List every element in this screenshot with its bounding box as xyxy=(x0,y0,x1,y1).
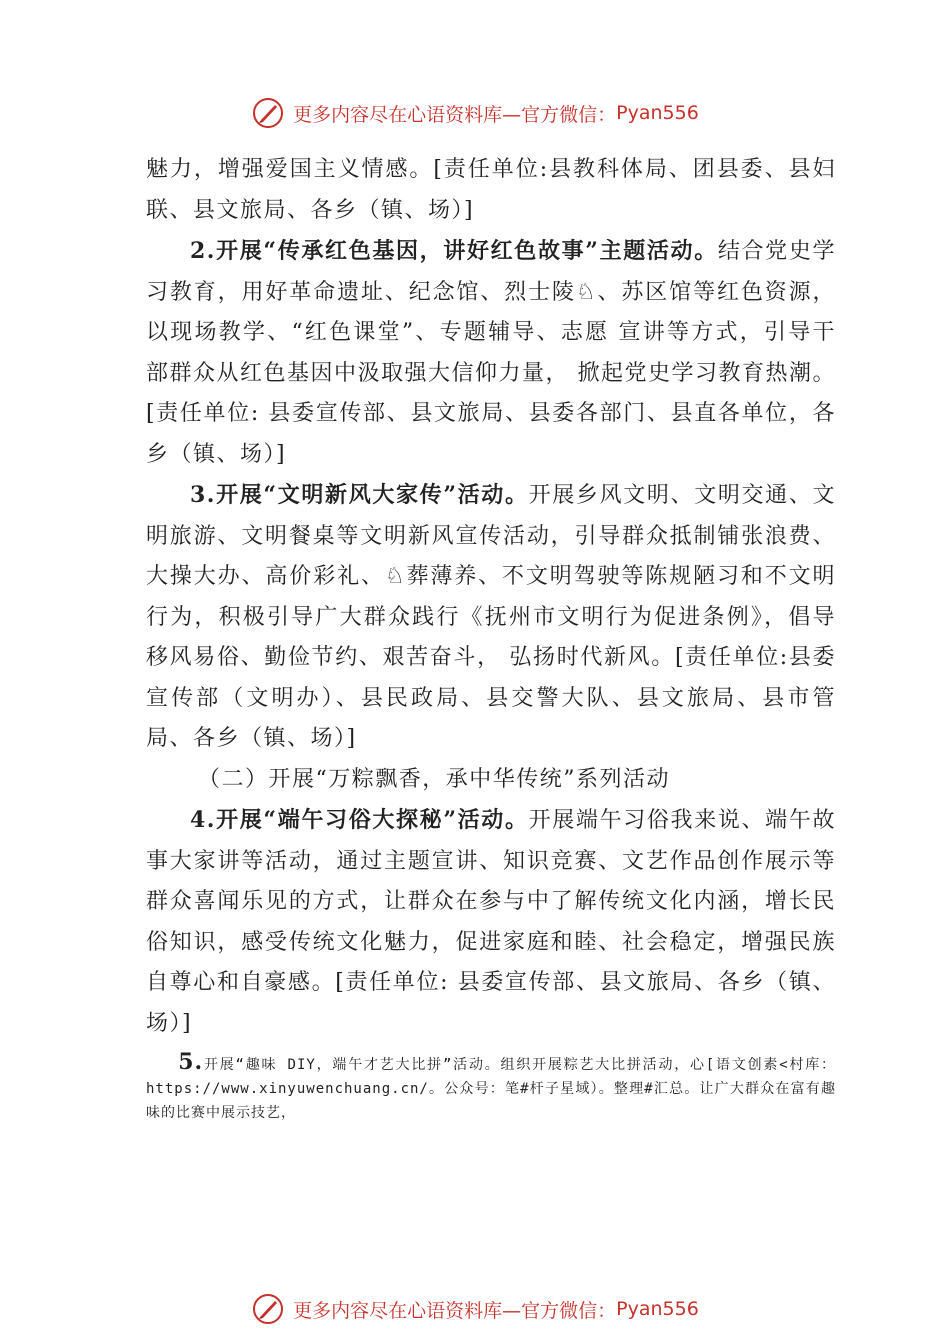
item-3-text: 开展乡风文明、文明交通、文明旅游、文明餐桌等文明新风宣传活动，引导群众抵制铺张浪费、大操大办、高价彩礼、♘葬薄养、不文明驾驶等陈规陋习和不文明行为，积极引导广大群众践行《抚州市文明行为促进条例》，倡导移风易俗、勤俭节约、艰苦奋斗， 弘扬时代新风。[责任单位:县委宣传部（文明办）、县民政局、县交警大队、县文旅局、县市管局、各乡（镇、场）] xyxy=(146,483,836,751)
item-2-text: 结合党史学习教育，用好革命遗址、纪念馆、烈士陵♘、苏区馆等红色资源，以现场教学、“红色课堂”、专题辅导、志愿 宣讲等方式，引导干部群众从红色基因中汲取强大信仰力量， 掀起党史学习教育热潮。[责任单位: 县委宣传部、县文旅局、县委各部门、县直各单位，各乡（镇、场）] xyxy=(146,239,836,467)
footer-watermark-banner xyxy=(0,1292,950,1326)
item-2 xyxy=(146,231,836,475)
header-watermark-banner xyxy=(0,96,950,130)
footer-wechat-id: Pyan556 xyxy=(616,1298,699,1320)
item-3 xyxy=(146,475,836,760)
quill-seal-icon xyxy=(251,1292,285,1326)
item-3-title: 3.开展“文明新风大家传”活动。 xyxy=(190,482,529,508)
item-4-title: 4.开展“端午习俗大探秘”活动。 xyxy=(190,807,529,833)
footer-banner-text: 更多内容尽在心语资料库—官方微信： xyxy=(293,1299,617,1322)
item-2-title: 2.开展“传承红色基因，讲好红色故事”主题活动。 xyxy=(190,238,718,264)
quill-seal-icon xyxy=(251,96,285,130)
item-4-text: 开展端午习俗我来说、端午故事大家讲等活动，通过主题宣讲、知识竞赛、文艺作品创作展示等群众喜闻乐见的方式，让群众在参与中了解传统文化内涵，增长民俗知识，感受传统文化魅力，促进家庭和睦、社会稳定，增强民族自尊心和自豪感。[责任单位: 县委宣传部、县文旅局、各乡（镇、场）] xyxy=(146,808,836,1036)
item-5-text: 开展“趣味 DIY，端午才艺大比拼”活动。组织开展粽艺大比拼活动，心[语文创素<村库：https://www.xinyuwenchuang.cn/。公众号：笔#杆子星域）。整理#汇总。让广大群众在富有趣味的比赛中展示技艺， xyxy=(146,1057,836,1121)
header-banner-text: 更多内容尽在心语资料库—官方微信： xyxy=(293,103,617,126)
header-wechat-id: Pyan556 xyxy=(616,102,699,124)
item-4 xyxy=(146,800,836,1044)
item-5-number: 5. xyxy=(178,1049,204,1075)
document-body xyxy=(146,150,836,1125)
paragraph-continuation: 魅力，增强爱国主义情感。[责任单位:县教科体局、团县委、县妇联、县文旅局、各乡（镇、场）] xyxy=(146,157,836,223)
item-5 xyxy=(146,1050,836,1125)
section-heading-2: （二）开展“万粽飘香，承中华传统”系列活动 xyxy=(198,766,670,792)
